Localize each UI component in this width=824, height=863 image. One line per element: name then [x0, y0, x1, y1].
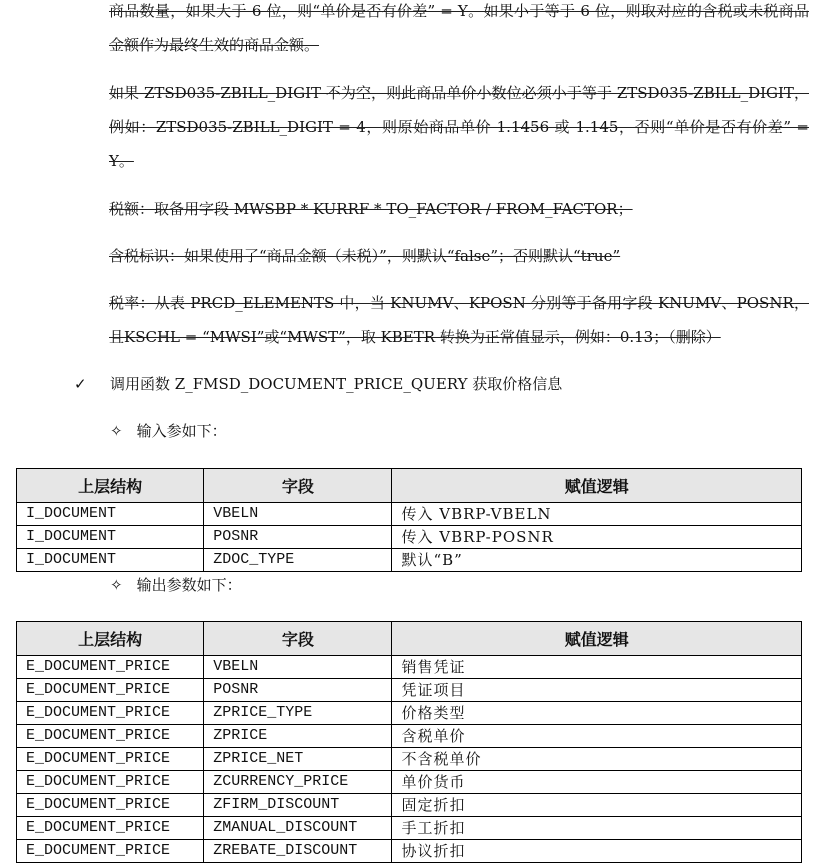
cell-structure: E_DOCUMENT_PRICE	[17, 702, 204, 725]
cell-logic: 销售凭证	[392, 656, 802, 679]
paragraph-quantity-rule: 商品数量，如果大于 6 位，则“单价是否有价差” = Y。如果小于等于 6 位，则取对应的含税或未税商品金额作为最终生效的商品金额。	[109, 2, 809, 54]
header-parent-structure: 上层结构	[17, 622, 204, 656]
cell-logic: 传入 VBRP-VBELN	[392, 503, 802, 526]
cell-field: VBELN	[204, 656, 392, 679]
table-row	[17, 526, 802, 549]
header-assignment-logic: 赋值逻辑	[392, 469, 802, 503]
table-row	[17, 817, 802, 840]
cell-field: ZFIRM_DISCOUNT	[204, 794, 392, 817]
table-row	[17, 771, 802, 794]
cell-field: ZPRICE_NET	[204, 748, 392, 771]
table-row	[17, 549, 802, 572]
table-header-row	[17, 469, 802, 503]
cell-field: ZREBATE_DISCOUNT	[204, 840, 392, 863]
table-row	[17, 725, 802, 748]
cell-structure: I_DOCUMENT	[17, 503, 204, 526]
diamond-icon: ✧	[110, 576, 123, 594]
checkmark-icon: ✓	[74, 375, 87, 393]
cell-structure: I_DOCUMENT	[17, 526, 204, 549]
input-params-heading	[110, 420, 227, 442]
cell-logic: 单价货币	[392, 771, 802, 794]
table-row	[17, 748, 802, 771]
cell-field: VBELN	[204, 503, 392, 526]
cell-structure: E_DOCUMENT_PRICE	[17, 771, 204, 794]
table-row	[17, 840, 802, 863]
cell-logic: 固定折扣	[392, 794, 802, 817]
cell-field: ZCURRENCY_PRICE	[204, 771, 392, 794]
cell-logic: 凭证项目	[392, 679, 802, 702]
header-parent-structure: 上层结构	[17, 469, 204, 503]
cell-structure: I_DOCUMENT	[17, 549, 204, 572]
cell-field: ZMANUAL_DISCOUNT	[204, 817, 392, 840]
cell-structure: E_DOCUMENT_PRICE	[17, 656, 204, 679]
table-row	[17, 503, 802, 526]
cell-structure: E_DOCUMENT_PRICE	[17, 794, 204, 817]
header-assignment-logic: 赋值逻辑	[392, 622, 802, 656]
cell-structure: E_DOCUMENT_PRICE	[17, 725, 204, 748]
cell-logic: 协议折扣	[392, 840, 802, 863]
cell-logic: 默认“B”	[392, 549, 802, 572]
paragraph-tax-rate: 税率：从表 PRCD_ELEMENTS 中，当 KNUMV、KPOSN 分别等于备用字段 KNUMV、POSNR，且KSCHL = “MWSI”或“MWST”，取 KBETR 转换为正常值显示，例如：0.13；（删除）	[109, 294, 809, 346]
header-field: 字段	[204, 622, 392, 656]
table-row	[17, 656, 802, 679]
table-row	[17, 679, 802, 702]
cell-logic: 手工折扣	[392, 817, 802, 840]
paragraph-tax-flag: 含税标识：如果使用了“商品金额（未税）”，则默认“false”；否则默认“true”	[109, 247, 621, 265]
cell-logic: 传入 VBRP-POSNR	[392, 526, 802, 549]
input-params-table	[16, 468, 802, 572]
bullet-text: 调用函数 Z_FMSD_DOCUMENT_PRICE_QUERY 获取价格信息	[110, 375, 563, 393]
cell-logic: 不含税单价	[392, 748, 802, 771]
output-params-heading	[110, 574, 242, 596]
table-row	[17, 702, 802, 725]
output-params-label: 输出参数如下：	[136, 576, 242, 594]
cell-field: POSNR	[204, 526, 392, 549]
input-params-label: 输入参如下：	[136, 422, 227, 440]
cell-structure: E_DOCUMENT_PRICE	[17, 840, 204, 863]
cell-field: ZDOC_TYPE	[204, 549, 392, 572]
cell-field: ZPRICE	[204, 725, 392, 748]
cell-field: POSNR	[204, 679, 392, 702]
cell-structure: E_DOCUMENT_PRICE	[17, 679, 204, 702]
paragraph-digit-rule: 如果 ZTSD035-ZBILL_DIGIT 不为空，则此商品单价小数位必须小于等于 ZTSD035-ZBILL_DIGIT，例如：ZTSD035-ZBILL_DIGIT = 4，则原始商品单价 1.1456 或 1.145，否则“单价是否有价差” = Y。	[109, 84, 809, 170]
header-field: 字段	[204, 469, 392, 503]
table-header-row	[17, 622, 802, 656]
table-row	[17, 794, 802, 817]
cell-logic: 价格类型	[392, 702, 802, 725]
paragraph-tax-amount: 税额：取备用字段 MWSBP * KURRF * TO_FACTOR / FROM_FACTOR；	[109, 200, 633, 218]
cell-logic: 含税单价	[392, 725, 802, 748]
cell-structure: E_DOCUMENT_PRICE	[17, 817, 204, 840]
cell-field: ZPRICE_TYPE	[204, 702, 392, 725]
cell-structure: E_DOCUMENT_PRICE	[17, 748, 204, 771]
diamond-icon: ✧	[110, 422, 123, 440]
output-params-table	[16, 621, 802, 863]
